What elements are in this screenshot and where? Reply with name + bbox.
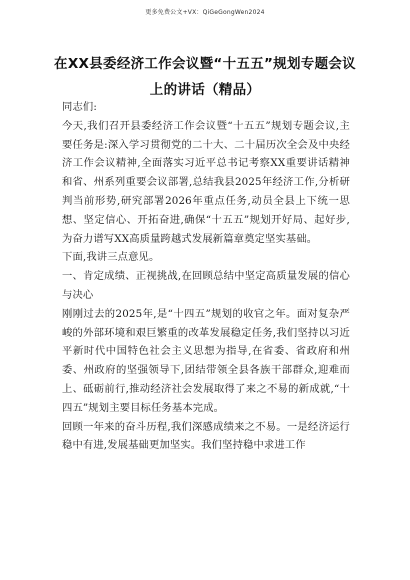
section-heading-1: 一、肯定成绩、正视挑战,在回顾总结中坚定高质量发展的信心与决心 xyxy=(62,270,350,301)
paragraph-review: 刚刚过去的2025年,是“十四五”规划的收官之年。面对复杂严峻的外部环境和艰巨繁重的改革发展稳定任务,我们坚持以习近平新时代中国特色社会主义思想为指导,在省委、省政府和州委、州政府的坚强领导下,团结带领全县各族干部群众,迎难而上、砥砺前行,推动经济社会发展取得了来之不易的新成就,“十四五”规划主要目标任务基本完成。 xyxy=(62,307,350,414)
paragraph-intro: 今天,我们召开县委经济工作会议暨“十五五”规划专题会议,主要任务是:深入学习贯彻党的二十大、二十届历次全会及中央经济工作会议精神,全面落实习近平总书记考察XX重要讲话精神和省、州系列重要会议部署,总结我县2025年经济工作,分析研判当前形势,研究部署2026年重点任务,动员全县上下统一思想、坚定信心、开拓奋进,确保“十五五”规划开好局、起好步,为奋力谱写XX高质量跨越式发展新篇章奠定坚实基础。 xyxy=(62,119,350,245)
document-title-line-2: 上的讲话（精品） xyxy=(149,82,261,98)
salutation: 同志们: xyxy=(62,101,97,113)
document-title-line-1: 在XX县委经济工作会议暨“十五五”规划专题会议 xyxy=(54,56,356,72)
paragraph-transition: 下面,我讲三点意见。 xyxy=(62,251,160,264)
header-note: 更多免费公文+VX：QiGeGongWen2024 xyxy=(145,9,265,16)
paragraph-achievements: 回顾一年来的奋斗历程,我们深感成绩来之不易。一是经济运行稳中有进,发展基础更加坚实。我们坚持稳中求进工作 xyxy=(62,420,350,452)
document-body xyxy=(62,98,350,455)
